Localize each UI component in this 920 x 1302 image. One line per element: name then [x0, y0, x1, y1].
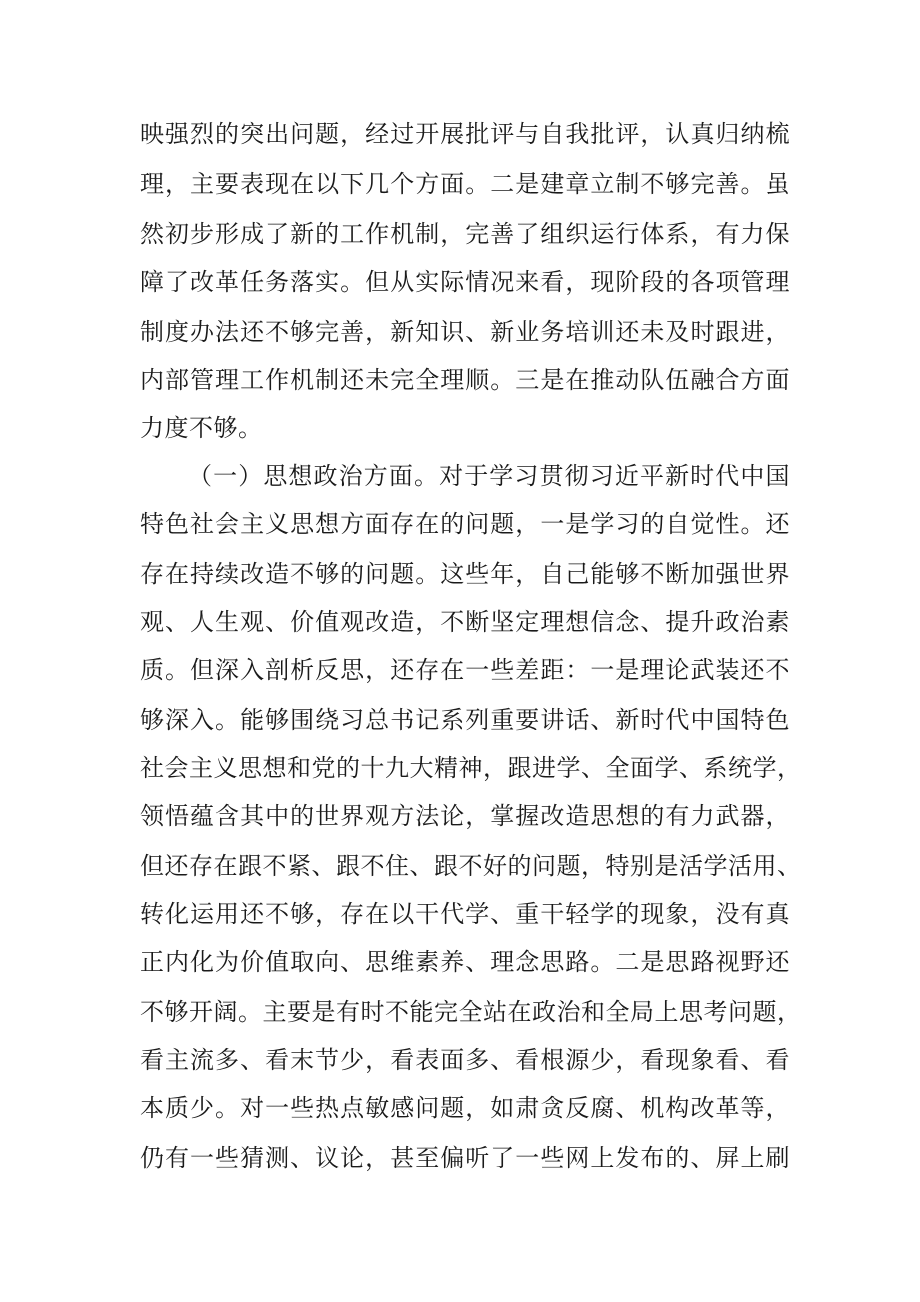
text-line: 内部管理工作机制还未完全理顺。三是在推动队伍融合方面	[140, 366, 790, 394]
text-line: 力度不够。	[140, 414, 263, 442]
text-line: 然初步形成了新的工作机制，完善了组织运行体系，有力保	[140, 220, 790, 248]
text-line: 障了改革任务落实。但从实际情况来看，现阶段的各项管理	[140, 268, 790, 296]
text-line: 特色社会主义思想方面存在的问题，一是学习的自觉性。还	[140, 510, 790, 538]
text-line: 存在持续改造不够的问题。这些年，自己能够不断加强世界	[140, 560, 790, 588]
text-line: 但还存在跟不紧、跟不住、跟不好的问题，特别是活学活用、	[140, 852, 802, 880]
text-line: 制度办法还不够完善，新知识、新业务培训还未及时跟进，	[140, 318, 790, 346]
text-line: 映强烈的突出问题，经过开展批评与自我批评，认真归纳梳	[140, 120, 790, 148]
text-line: 转化运用还不够，存在以干代学、重干轻学的现象，没有真	[140, 900, 790, 928]
text-line: 看主流多、看末节少，看表面多、看根源少，看现象看、看	[140, 1046, 790, 1074]
text-line: 够深入。能够围绕习总书记系列重要讲话、新时代中国特色	[140, 706, 790, 734]
text-line: 仍有一些猜测、议论，甚至偏听了一些网上发布的、屏上刷	[140, 1144, 790, 1172]
text-line: 质。但深入剖析反思，还存在一些差距：一是理论武装还不	[140, 656, 790, 684]
text-line: 社会主义思想和党的十九大精神，跟进学、全面学、系统学，	[140, 754, 802, 782]
paragraph-start-line: （一）思想政治方面。对于学习贯彻习近平新时代中国	[188, 462, 790, 490]
text-line: 观、人生观、价值观改造，不断坚定理想信念、提升政治素	[140, 608, 790, 636]
text-line: 领悟蕴含其中的世界观方法论，掌握改造思想的有力武器，	[140, 802, 790, 830]
text-line: 理，主要表现在以下几个方面。二是建章立制不够完善。虽	[140, 170, 790, 198]
text-line: 本质少。对一些热点敏感问题，如肃贪反腐、机构改革等，	[140, 1094, 790, 1122]
text-line: 不够开阔。主要是有时不能完全站在政治和全局上思考问题，	[140, 998, 802, 1026]
text-line: 正内化为价值取向、思维素养、理念思路。二是思路视野还	[140, 948, 790, 976]
